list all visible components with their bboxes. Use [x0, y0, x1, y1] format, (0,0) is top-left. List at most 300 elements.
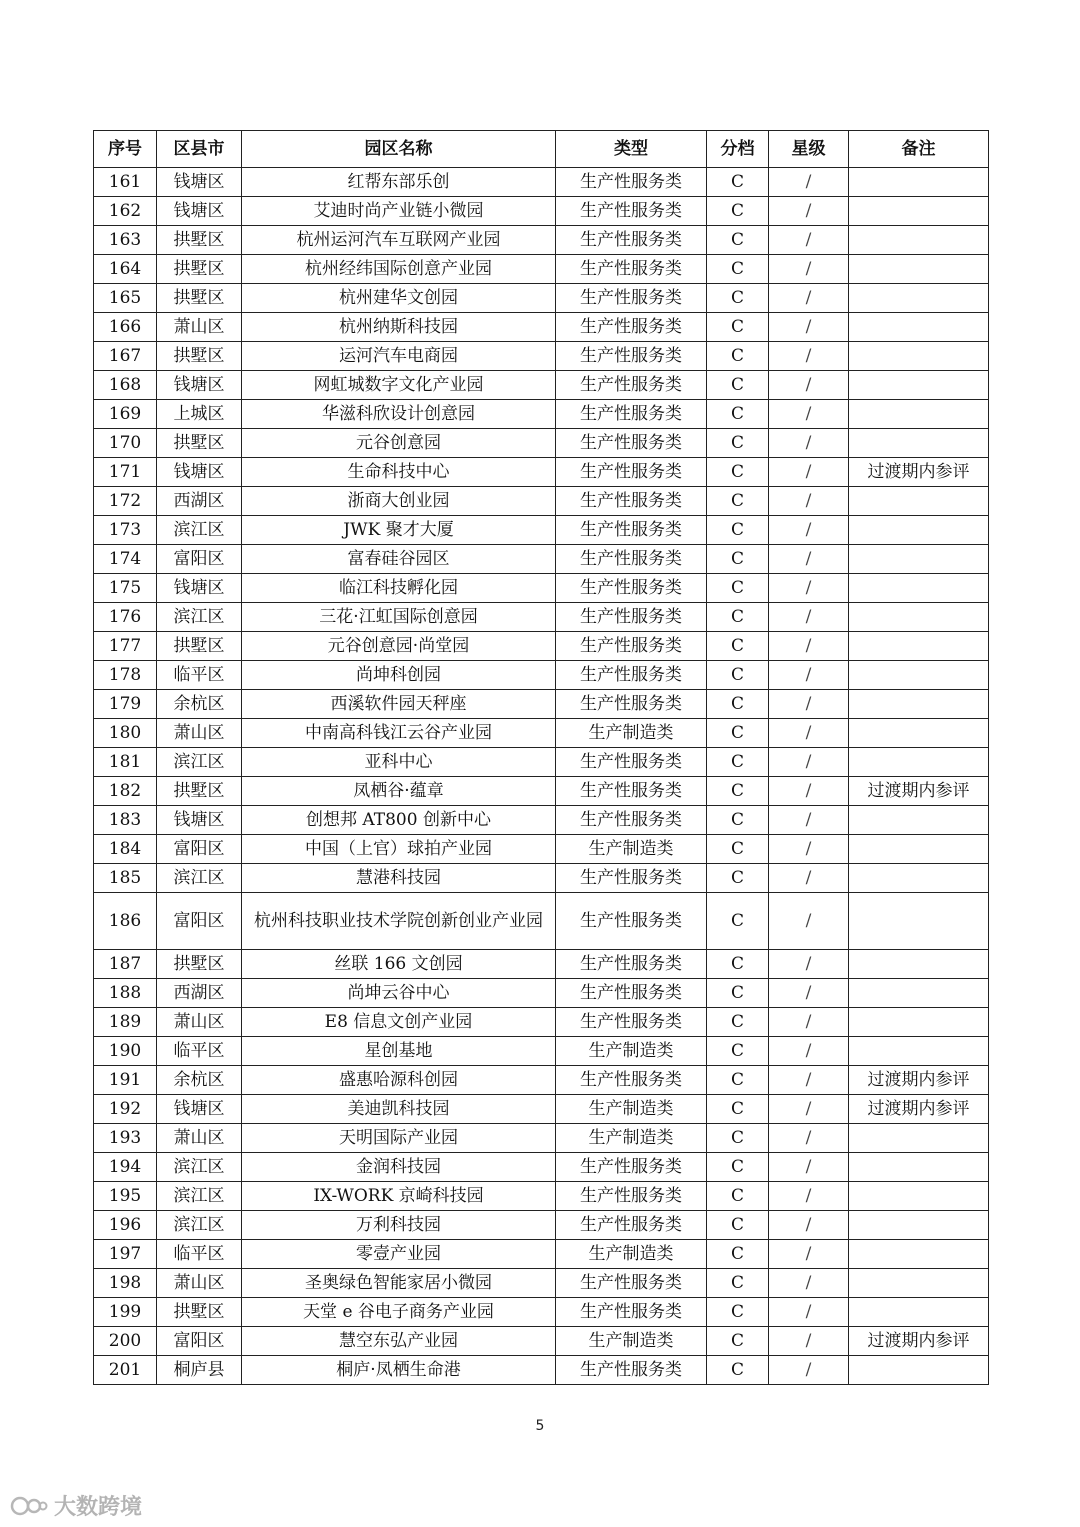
cell-district: 富阳区 — [157, 1327, 242, 1356]
cell-district: 拱墅区 — [157, 632, 242, 661]
cell-district: 滨江区 — [157, 1211, 242, 1240]
cell-grade: C — [707, 777, 769, 806]
cell-park-name: 元谷创意园 — [242, 429, 556, 458]
cell-remark — [849, 1269, 989, 1298]
cell-grade: C — [707, 719, 769, 748]
cell-park-name: 中国（上官）球拍产业园 — [242, 835, 556, 864]
cell-star: / — [769, 1153, 849, 1182]
cell-remark — [849, 864, 989, 893]
table-row — [94, 1298, 989, 1327]
cell-district: 钱塘区 — [157, 168, 242, 197]
cell-grade: C — [707, 806, 769, 835]
table-row — [94, 1008, 989, 1037]
cell-grade: C — [707, 458, 769, 487]
cell-park-name: 美迪凯科技园 — [242, 1095, 556, 1124]
table-row — [94, 864, 989, 893]
cell-type: 生产制造类 — [556, 1124, 707, 1153]
cell-grade: C — [707, 429, 769, 458]
cell-grade: C — [707, 1269, 769, 1298]
cell-index: 165 — [94, 284, 157, 313]
cell-remark — [849, 719, 989, 748]
cell-remark — [849, 1356, 989, 1385]
cell-district: 萧山区 — [157, 1269, 242, 1298]
header-type: 类型 — [556, 131, 707, 168]
cell-district: 拱墅区 — [157, 1298, 242, 1327]
cell-remark — [849, 1153, 989, 1182]
cell-index: 183 — [94, 806, 157, 835]
cell-grade: C — [707, 690, 769, 719]
cell-type: 生产性服务类 — [556, 893, 707, 950]
cell-index: 186 — [94, 893, 157, 950]
cell-index: 179 — [94, 690, 157, 719]
cell-type: 生产性服务类 — [556, 690, 707, 719]
cell-remark — [849, 284, 989, 313]
cell-grade: C — [707, 1066, 769, 1095]
cell-grade: C — [707, 893, 769, 950]
cell-type: 生产制造类 — [556, 1037, 707, 1066]
cell-index: 180 — [94, 719, 157, 748]
cell-park-name: E8 信息文创产业园 — [242, 1008, 556, 1037]
cell-park-name: 杭州纳斯科技园 — [242, 313, 556, 342]
table-row — [94, 313, 989, 342]
cell-park-name: 尚坤科创园 — [242, 661, 556, 690]
cell-remark: 过渡期内参评 — [849, 1095, 989, 1124]
cell-park-name: 中南高科钱江云谷产业园 — [242, 719, 556, 748]
cell-index: 163 — [94, 226, 157, 255]
cell-type: 生产性服务类 — [556, 1153, 707, 1182]
cell-grade: C — [707, 168, 769, 197]
cell-park-name: 桐庐·凤栖生命港 — [242, 1356, 556, 1385]
cell-index: 162 — [94, 197, 157, 226]
cell-index: 199 — [94, 1298, 157, 1327]
cell-index: 169 — [94, 400, 157, 429]
cell-type: 生产性服务类 — [556, 603, 707, 632]
cell-district: 钱塘区 — [157, 458, 242, 487]
cell-remark — [849, 226, 989, 255]
table-row — [94, 748, 989, 777]
cell-grade: C — [707, 574, 769, 603]
cell-park-name: 星创基地 — [242, 1037, 556, 1066]
cell-remark — [849, 574, 989, 603]
cell-grade: C — [707, 313, 769, 342]
cell-grade: C — [707, 603, 769, 632]
cell-type: 生产制造类 — [556, 835, 707, 864]
cell-type: 生产性服务类 — [556, 255, 707, 284]
table-row — [94, 1124, 989, 1153]
cell-park-name: 网虹城数字文化产业园 — [242, 371, 556, 400]
cell-grade: C — [707, 1153, 769, 1182]
table-row — [94, 1095, 989, 1124]
cell-remark — [849, 661, 989, 690]
cell-index: 190 — [94, 1037, 157, 1066]
cell-park-name: 天堂 e 谷电子商务产业园 — [242, 1298, 556, 1327]
table-row — [94, 835, 989, 864]
cell-remark — [849, 487, 989, 516]
cell-star: / — [769, 429, 849, 458]
cell-park-name: 生命科技中心 — [242, 458, 556, 487]
header-grade: 分档 — [707, 131, 769, 168]
table-row — [94, 632, 989, 661]
cell-park-name: 创想邦 AT800 创新中心 — [242, 806, 556, 835]
cell-remark — [849, 371, 989, 400]
cell-star: / — [769, 226, 849, 255]
cell-star: / — [769, 1269, 849, 1298]
header-star: 星级 — [769, 131, 849, 168]
cell-district: 西湖区 — [157, 979, 242, 1008]
cell-district: 上城区 — [157, 400, 242, 429]
cell-grade: C — [707, 371, 769, 400]
cell-star: / — [769, 1182, 849, 1211]
cell-district: 滨江区 — [157, 748, 242, 777]
table-row — [94, 371, 989, 400]
cell-remark — [849, 313, 989, 342]
cell-star: / — [769, 603, 849, 632]
cell-type: 生产性服务类 — [556, 313, 707, 342]
cell-remark — [849, 516, 989, 545]
cell-remark — [849, 255, 989, 284]
cell-type: 生产性服务类 — [556, 1298, 707, 1327]
table-row — [94, 255, 989, 284]
cell-index: 195 — [94, 1182, 157, 1211]
cell-type: 生产性服务类 — [556, 1182, 707, 1211]
cell-type: 生产性服务类 — [556, 950, 707, 979]
table-row — [94, 1240, 989, 1269]
cell-grade: C — [707, 1356, 769, 1385]
cell-district: 钱塘区 — [157, 806, 242, 835]
cell-district: 临平区 — [157, 1037, 242, 1066]
cell-park-name: 慧港科技园 — [242, 864, 556, 893]
cell-star: / — [769, 458, 849, 487]
table-row — [94, 400, 989, 429]
cell-district: 富阳区 — [157, 835, 242, 864]
cell-remark: 过渡期内参评 — [849, 1066, 989, 1095]
cell-type: 生产性服务类 — [556, 516, 707, 545]
table-row — [94, 661, 989, 690]
table-row — [94, 1066, 989, 1095]
cell-star: / — [769, 893, 849, 950]
cell-district: 钱塘区 — [157, 371, 242, 400]
cell-star: / — [769, 400, 849, 429]
table-row — [94, 1037, 989, 1066]
cell-grade: C — [707, 835, 769, 864]
cell-park-name: 三花·江虹国际创意园 — [242, 603, 556, 632]
cell-star: / — [769, 979, 849, 1008]
cell-index: 197 — [94, 1240, 157, 1269]
cell-district: 拱墅区 — [157, 226, 242, 255]
cell-star: / — [769, 1211, 849, 1240]
cell-grade: C — [707, 632, 769, 661]
cell-star: / — [769, 1356, 849, 1385]
table-row — [94, 429, 989, 458]
cell-park-name: IX-WORK 京崎科技园 — [242, 1182, 556, 1211]
cell-remark — [849, 979, 989, 1008]
cell-index: 187 — [94, 950, 157, 979]
table-row — [94, 1356, 989, 1385]
cell-type: 生产性服务类 — [556, 400, 707, 429]
cell-type: 生产性服务类 — [556, 487, 707, 516]
watermark — [10, 1490, 142, 1521]
cell-park-name: 凤栖谷·蕴章 — [242, 777, 556, 806]
cell-index: 178 — [94, 661, 157, 690]
cell-district: 余杭区 — [157, 1066, 242, 1095]
logo-icon — [10, 1494, 48, 1518]
cell-remark — [849, 690, 989, 719]
cell-star: / — [769, 777, 849, 806]
cell-remark — [849, 1211, 989, 1240]
cell-grade: C — [707, 1182, 769, 1211]
cell-district: 拱墅区 — [157, 284, 242, 313]
cell-type: 生产性服务类 — [556, 864, 707, 893]
cell-type: 生产性服务类 — [556, 632, 707, 661]
cell-index: 164 — [94, 255, 157, 284]
cell-grade: C — [707, 545, 769, 574]
cell-remark — [849, 893, 989, 950]
cell-park-name: 华滋科欣设计创意园 — [242, 400, 556, 429]
cell-district: 萧山区 — [157, 1124, 242, 1153]
cell-star: / — [769, 1008, 849, 1037]
cell-grade: C — [707, 487, 769, 516]
cell-district: 滨江区 — [157, 1153, 242, 1182]
cell-star: / — [769, 1124, 849, 1153]
cell-type: 生产性服务类 — [556, 574, 707, 603]
cell-star: / — [769, 487, 849, 516]
table-row — [94, 226, 989, 255]
cell-index: 175 — [94, 574, 157, 603]
cell-type: 生产性服务类 — [556, 197, 707, 226]
cell-district: 西湖区 — [157, 487, 242, 516]
cell-remark — [849, 806, 989, 835]
cell-star: / — [769, 1327, 849, 1356]
cell-grade: C — [707, 748, 769, 777]
table-row — [94, 197, 989, 226]
cell-district: 拱墅区 — [157, 429, 242, 458]
table-row — [94, 1182, 989, 1211]
cell-index: 181 — [94, 748, 157, 777]
cell-type: 生产性服务类 — [556, 979, 707, 1008]
cell-index: 188 — [94, 979, 157, 1008]
table-row — [94, 545, 989, 574]
cell-remark — [849, 1240, 989, 1269]
cell-star: / — [769, 806, 849, 835]
cell-grade: C — [707, 226, 769, 255]
cell-grade: C — [707, 197, 769, 226]
cell-type: 生产性服务类 — [556, 284, 707, 313]
cell-park-name: 元谷创意园·尚堂园 — [242, 632, 556, 661]
table-row — [94, 458, 989, 487]
cell-star: / — [769, 342, 849, 371]
cell-park-name: 零壹产业园 — [242, 1240, 556, 1269]
table-row — [94, 1153, 989, 1182]
cell-remark — [849, 168, 989, 197]
cell-index: 185 — [94, 864, 157, 893]
cell-grade: C — [707, 400, 769, 429]
table-row — [94, 777, 989, 806]
cell-type: 生产性服务类 — [556, 661, 707, 690]
cell-index: 176 — [94, 603, 157, 632]
cell-park-name: 圣奥绿色智能家居小微园 — [242, 1269, 556, 1298]
cell-park-name: 杭州科技职业技术学院创新创业产业园 — [242, 893, 556, 950]
cell-index: 170 — [94, 429, 157, 458]
table-row — [94, 1269, 989, 1298]
header-remark: 备注 — [849, 131, 989, 168]
cell-district: 钱塘区 — [157, 1095, 242, 1124]
parks-table — [93, 130, 989, 1385]
cell-type: 生产性服务类 — [556, 748, 707, 777]
cell-district: 萧山区 — [157, 719, 242, 748]
cell-remark — [849, 1182, 989, 1211]
cell-index: 200 — [94, 1327, 157, 1356]
cell-park-name: 盛惠哈源科创园 — [242, 1066, 556, 1095]
cell-district: 滨江区 — [157, 603, 242, 632]
cell-type: 生产性服务类 — [556, 226, 707, 255]
cell-park-name: 亚科中心 — [242, 748, 556, 777]
cell-remark — [849, 1008, 989, 1037]
cell-type: 生产性服务类 — [556, 342, 707, 371]
cell-grade: C — [707, 1008, 769, 1037]
table-row — [94, 979, 989, 1008]
cell-index: 161 — [94, 168, 157, 197]
cell-star: / — [769, 371, 849, 400]
cell-index: 196 — [94, 1211, 157, 1240]
cell-star: / — [769, 835, 849, 864]
cell-star: / — [769, 574, 849, 603]
cell-grade: C — [707, 284, 769, 313]
cell-district: 桐庐县 — [157, 1356, 242, 1385]
cell-index: 182 — [94, 777, 157, 806]
cell-remark — [849, 1298, 989, 1327]
cell-remark — [849, 1037, 989, 1066]
cell-park-name: 金润科技园 — [242, 1153, 556, 1182]
cell-index: 173 — [94, 516, 157, 545]
cell-grade: C — [707, 1298, 769, 1327]
cell-type: 生产性服务类 — [556, 1211, 707, 1240]
cell-remark — [849, 1124, 989, 1153]
cell-index: 172 — [94, 487, 157, 516]
cell-remark — [849, 429, 989, 458]
cell-star: / — [769, 1066, 849, 1095]
cell-index: 166 — [94, 313, 157, 342]
cell-star: / — [769, 197, 849, 226]
cell-star: / — [769, 284, 849, 313]
cell-grade: C — [707, 661, 769, 690]
cell-park-name: 杭州经纬国际创意产业园 — [242, 255, 556, 284]
cell-star: / — [769, 255, 849, 284]
cell-district: 富阳区 — [157, 545, 242, 574]
table-row — [94, 168, 989, 197]
table-body — [94, 168, 989, 1385]
cell-park-name: 杭州建华文创园 — [242, 284, 556, 313]
cell-grade: C — [707, 1095, 769, 1124]
cell-star: / — [769, 719, 849, 748]
table-row — [94, 1211, 989, 1240]
cell-remark — [849, 603, 989, 632]
cell-district: 萧山区 — [157, 313, 242, 342]
table-row — [94, 487, 989, 516]
cell-district: 滨江区 — [157, 1182, 242, 1211]
cell-type: 生产性服务类 — [556, 168, 707, 197]
cell-star: / — [769, 632, 849, 661]
cell-park-name: 艾迪时尚产业链小微园 — [242, 197, 556, 226]
cell-index: 198 — [94, 1269, 157, 1298]
cell-district: 钱塘区 — [157, 574, 242, 603]
cell-grade: C — [707, 1211, 769, 1240]
cell-type: 生产性服务类 — [556, 1008, 707, 1037]
cell-remark: 过渡期内参评 — [849, 777, 989, 806]
table-row — [94, 603, 989, 632]
cell-remark: 过渡期内参评 — [849, 458, 989, 487]
cell-star: / — [769, 690, 849, 719]
table-row — [94, 1327, 989, 1356]
cell-district: 钱塘区 — [157, 197, 242, 226]
cell-star: / — [769, 1298, 849, 1327]
cell-remark — [849, 400, 989, 429]
cell-star: / — [769, 950, 849, 979]
cell-remark — [849, 342, 989, 371]
table-row — [94, 690, 989, 719]
cell-district: 拱墅区 — [157, 255, 242, 284]
cell-district: 富阳区 — [157, 893, 242, 950]
cell-type: 生产性服务类 — [556, 429, 707, 458]
cell-star: / — [769, 1095, 849, 1124]
table-row — [94, 516, 989, 545]
cell-park-name: 尚坤云谷中心 — [242, 979, 556, 1008]
cell-park-name: 浙商大创业园 — [242, 487, 556, 516]
cell-index: 189 — [94, 1008, 157, 1037]
table-row — [94, 284, 989, 313]
cell-type: 生产性服务类 — [556, 1269, 707, 1298]
cell-district: 滨江区 — [157, 864, 242, 893]
cell-district: 滨江区 — [157, 516, 242, 545]
cell-star: / — [769, 1240, 849, 1269]
cell-index: 192 — [94, 1095, 157, 1124]
cell-star: / — [769, 864, 849, 893]
cell-district: 拱墅区 — [157, 777, 242, 806]
cell-type: 生产性服务类 — [556, 545, 707, 574]
cell-park-name: 富春硅谷园区 — [242, 545, 556, 574]
cell-park-name: 天明国际产业园 — [242, 1124, 556, 1153]
cell-index: 201 — [94, 1356, 157, 1385]
cell-star: / — [769, 1037, 849, 1066]
cell-park-name: 运河汽车电商园 — [242, 342, 556, 371]
cell-park-name: JWK 聚才大厦 — [242, 516, 556, 545]
cell-grade: C — [707, 255, 769, 284]
cell-type: 生产制造类 — [556, 1240, 707, 1269]
cell-index: 184 — [94, 835, 157, 864]
table-header-row — [94, 131, 989, 168]
cell-type: 生产性服务类 — [556, 458, 707, 487]
cell-index: 194 — [94, 1153, 157, 1182]
cell-district: 余杭区 — [157, 690, 242, 719]
cell-district: 拱墅区 — [157, 342, 242, 371]
header-district: 区县市 — [157, 131, 242, 168]
cell-remark — [849, 545, 989, 574]
cell-type: 生产性服务类 — [556, 777, 707, 806]
table-row — [94, 342, 989, 371]
cell-grade: C — [707, 1037, 769, 1066]
cell-park-name: 西溪软件园天秤座 — [242, 690, 556, 719]
cell-type: 生产性服务类 — [556, 1356, 707, 1385]
cell-index: 193 — [94, 1124, 157, 1153]
cell-park-name: 丝联 166 文创园 — [242, 950, 556, 979]
cell-park-name: 临江科技孵化园 — [242, 574, 556, 603]
cell-district: 萧山区 — [157, 1008, 242, 1037]
cell-grade: C — [707, 342, 769, 371]
table-row — [94, 719, 989, 748]
cell-remark: 过渡期内参评 — [849, 1327, 989, 1356]
watermark-text: 大数跨境 — [54, 1495, 143, 1520]
cell-park-name: 杭州运河汽车互联网产业园 — [242, 226, 556, 255]
cell-remark — [849, 197, 989, 226]
